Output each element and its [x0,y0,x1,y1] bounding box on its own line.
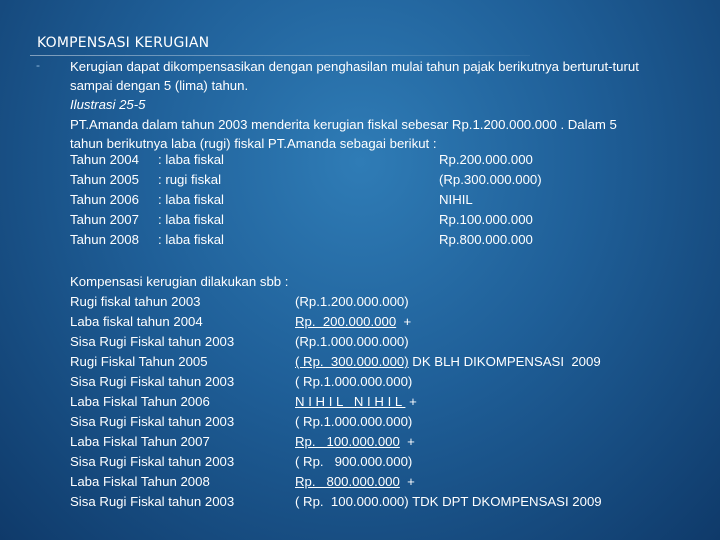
calc-value-cell [295,412,412,432]
calc-label: Sisa Rugi Fiskal tahun 2003 [70,414,235,429]
calc-label: Sisa Rugi Fiskal tahun 2003 [70,334,235,349]
calc-value-cell [295,432,415,452]
calc-value: Rp. 200.000.000 [295,314,397,329]
calc-note: DK BLH DIKOMPENSASI 2009 [408,354,601,369]
calc-note: + [399,474,415,489]
calc-value-cell [295,332,409,352]
case-line-2: tahun berikutnya laba (rugi) fiskal PT.Amanda sebagai berikut : [70,136,437,151]
calc-note: + [396,314,412,329]
year-row-desc: : laba fiskal [158,232,224,247]
calc-value-cell [295,312,411,332]
calc-heading: Kompensasi kerugian dilakukan sbb : [70,274,289,289]
year-row-amount: Rp.100.000.000 [439,212,533,227]
calc-label: Rugi Fiskal Tahun 2005 [70,354,208,369]
calc-value: ( Rp. 100.000.000) [295,494,409,509]
calc-value-cell [295,492,602,512]
intro-line-2: sampai dengan 5 (lima) tahun. [70,78,249,93]
calc-value-cell [295,452,412,472]
ilustrasi-label: Ilustrasi 25-5 [70,97,146,112]
calc-value-cell [295,292,409,312]
intro-line-1: Kerugian dapat dikompensasikan dengan penghasilan mulai tahun pajak berikutnya berturut-turut [70,59,639,74]
calc-value: ( Rp. 900.000.000) [295,454,413,469]
calc-label: Laba fiskal tahun 2004 [70,314,203,329]
calc-label: Laba Fiskal Tahun 2007 [70,434,210,449]
year-row-desc: : laba fiskal [158,212,224,227]
year-row-amount: (Rp.300.000.000) [439,172,542,187]
calc-value-cell [295,472,415,492]
calc-value: Rp. 100.000.000 [295,434,400,449]
calc-value: Rp. 800.000.000 [295,474,400,489]
year-row-year: Tahun 2005 [70,172,139,187]
year-row-desc: : laba fiskal [158,192,224,207]
calc-value-cell [295,392,417,412]
year-row-year: Tahun 2006 [70,192,139,207]
calc-label: Sisa Rugi Fiskal tahun 2003 [70,494,235,509]
calc-value-cell [295,372,412,392]
calc-label: Rugi fiskal tahun 2003 [70,294,201,309]
calc-value: ( Rp.1.000.000.000) [295,374,413,389]
calc-label: Laba Fiskal Tahun 2008 [70,474,210,489]
year-row-desc: : rugi fiskal [158,172,222,187]
calc-note: TDK DPT DKOMPENSASI 2009 [408,494,602,509]
case-line-1: PT.Amanda dalam tahun 2003 menderita kerugian fiskal sebesar Rp.1.200.000.000 . Dalam 5 [70,117,617,132]
title-divider [30,55,530,56]
calc-note: + [399,434,415,449]
calc-label: Sisa Rugi Fiskal tahun 2003 [70,374,235,389]
calc-note: + [405,394,417,409]
calc-value: ( Rp. 300.000.000) [295,354,409,369]
calc-label: Laba Fiskal Tahun 2006 [70,394,210,409]
bullet-icon: - [36,58,40,72]
slide-title: KOMPENSASI KERUGIAN [37,35,210,51]
year-row-amount: Rp.200.000.000 [439,152,533,167]
year-row-year: Tahun 2004 [70,152,139,167]
calc-label: Sisa Rugi Fiskal tahun 2003 [70,454,235,469]
year-row-amount: Rp.800.000.000 [439,232,533,247]
year-row-desc: : laba fiskal [158,152,224,167]
calc-value: N I H I L N I H I L [295,394,406,409]
calc-value-cell [295,352,601,372]
calc-value: (Rp.1.000.000.000) [295,334,409,349]
calc-value: (Rp.1.200.000.000) [295,294,409,309]
year-row-amount: NIHIL [439,192,473,207]
year-row-year: Tahun 2008 [70,232,139,247]
year-row-year: Tahun 2007 [70,212,139,227]
calc-value: ( Rp.1.000.000.000) [295,414,413,429]
